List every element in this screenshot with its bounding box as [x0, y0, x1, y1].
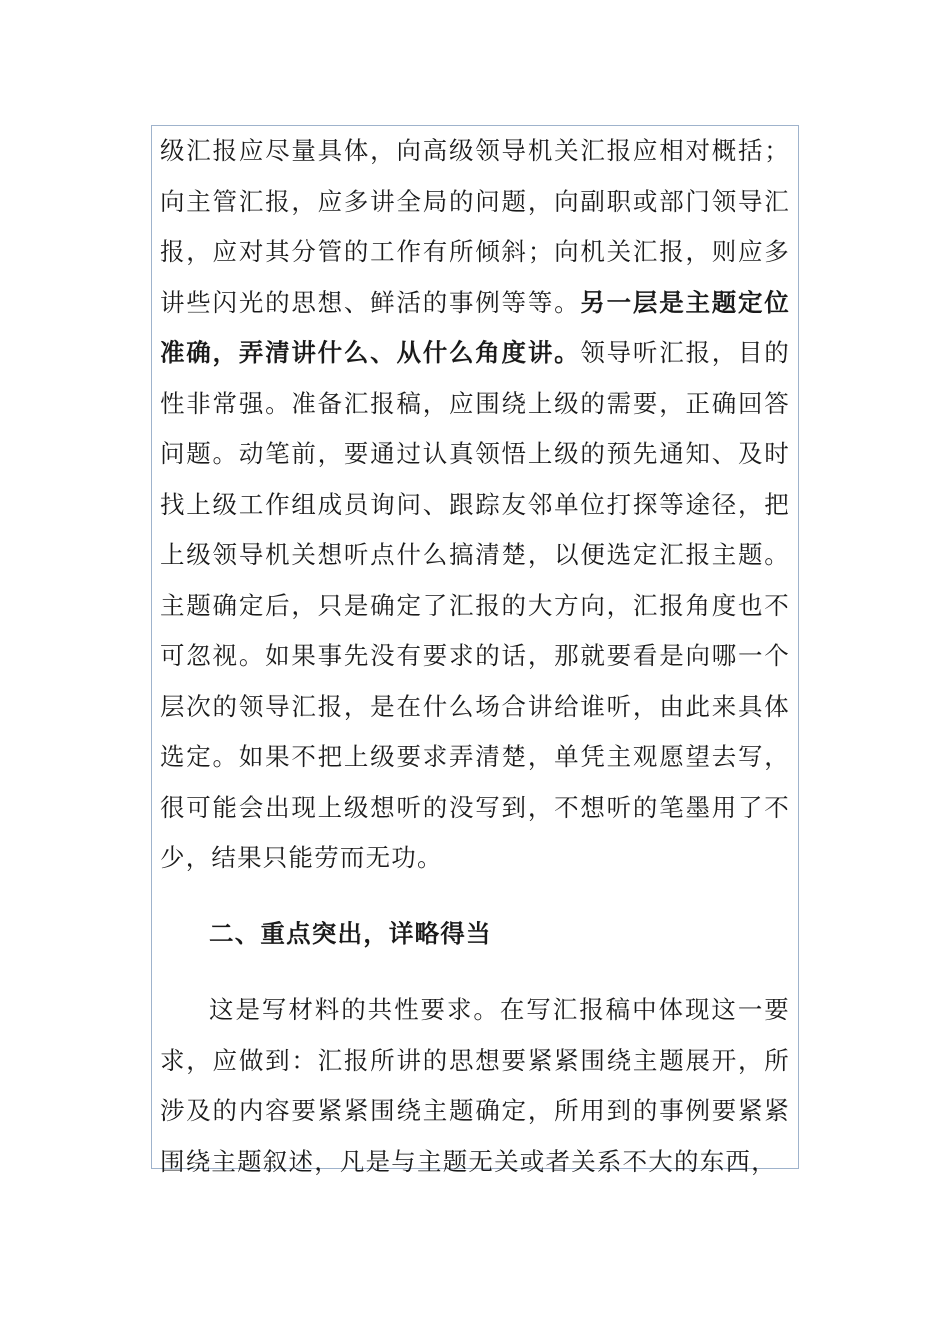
bold-emphasis: 另一层是主题定位准确，弄清讲什么、从什么角度讲。 [160, 287, 790, 367]
paragraph-reporting-angle [160, 126, 790, 884]
section-heading: 二、重点突出，详略得当 [209, 918, 492, 948]
page-frame [151, 125, 799, 1176]
paragraph-key-points: 这是写材料的共性要求。在写汇报稿中体现这一要求，应做到：汇报所讲的思想要紧紧围绕主题展开，所涉及的内容要紧紧围绕主题确定，所用到的事例要紧紧围绕主题叙述，凡是与主题无关或者关系不大的东西， [160, 995, 790, 1176]
paragraph-text-after: 领导听汇报，目的性非常强。准备汇报稿，应围绕上级的需要，正确回答问题。动笔前，要通过认真领悟上级的预先通知、及时找上级工作组成员询问、跟踪友邻单位打探等途径，把上级领导机关想听点什么搞清楚，以便选定汇报主题。主题确定后，只是确定了汇报的大方向，汇报角度也不可忽视。如果事先没有要求的话，那就要看是向哪一个层次的领导汇报，是在什么场合讲给谁听，由此来具体选定。如果不把上级要求弄清楚，单凭主观愿望去写，很可能会出现上级想听的没写到，不想听的笔墨用了不少，结果只能劳而无功。 [160, 338, 790, 872]
document-body [160, 126, 790, 1187]
paragraph-text-before: 级汇报应尽量具体，向高级领导机关汇报应相对概括；向主管汇报，应多讲全局的问题，向副职或部门领导汇报，应对其分管的工作有所倾斜；向机关汇报，则应多讲些闪光的思想、鲜活的事例等等。 [160, 136, 790, 317]
